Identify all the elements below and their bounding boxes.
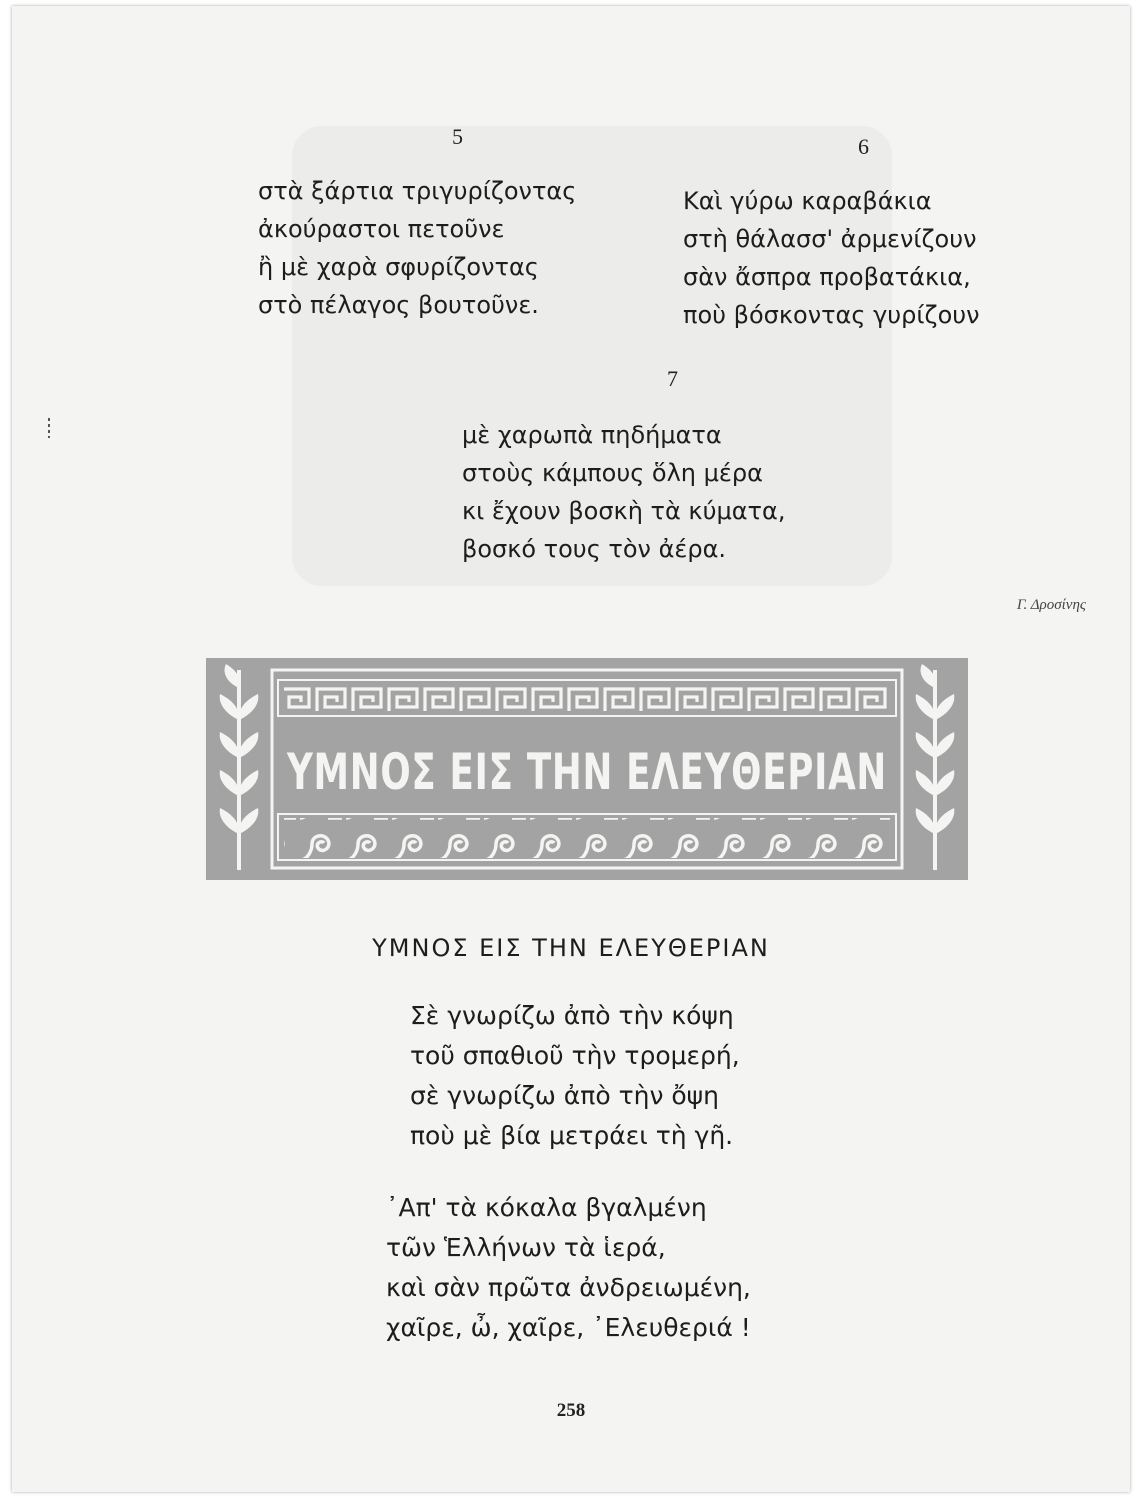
stanza-number: 7 <box>667 366 678 391</box>
hymn-title: ΥΜΝΟΣ ΕΙΣ ΤΗΝ ΕΛΕΥΘΕΡΙΑΝ <box>372 934 770 962</box>
verse-line: κι ἔχουν βοσκὴ τὰ κύματα, <box>462 497 786 525</box>
verse-line: στὰ ξάρτια τριγυρίζοντας <box>258 177 577 205</box>
verse-line: στοὺς κάμπους ὅλη μέρα <box>462 459 763 487</box>
verse-line: ποὺ βόσκοντας γυρίζουν <box>683 301 980 329</box>
verse-line: ἀκούραστοι πετοῦνε <box>258 215 505 243</box>
verse-line: σὰν ἄσπρα προβατάκια, <box>683 263 971 291</box>
stanza <box>462 416 785 568</box>
hymn-stanza <box>410 996 740 1156</box>
verse-line: Σὲ γνωρίζω ἀπὸ τὴν κόψη <box>410 1001 734 1030</box>
verse-line: Καὶ γύρω καραβάκια <box>683 187 932 215</box>
verse-line: τῶν Ἑλλήνων τὰ ἱερά, <box>386 1233 666 1262</box>
banner-title: ΥΜΝΟΣ ΕΙΣ ΤΗΝ ΕΛΕΥΘΕΡΙΑΝ <box>286 743 887 801</box>
verse-line: χαῖρε, ὦ, χαῖρε, ᾿Ελευθεριά ! <box>386 1313 751 1342</box>
verse-line: μὲ χαρωπὰ πηδήματα <box>462 421 722 449</box>
verse-line: ἢ μὲ χαρὰ σφυρίζοντας <box>258 253 539 281</box>
page-number: 258 <box>556 1400 586 1421</box>
stanza <box>258 172 576 324</box>
verse-line: ᾿Απ' τὰ κόκαλα βγαλμένη <box>386 1193 707 1222</box>
decorative-title-banner <box>206 658 968 880</box>
verse-line: σὲ γνωρίζω ἀπὸ τὴν ὄψη <box>410 1081 720 1110</box>
stanza-number: 5 <box>452 124 463 149</box>
stanza <box>683 182 980 334</box>
verse-line: στὸ πέλαγος βουτοῦνε. <box>258 291 539 319</box>
verse-line: στὴ θάλασσ' ἀρμενίζουν <box>683 225 977 253</box>
verse-line: ποὺ μὲ βία μετράει τὴ γῆ. <box>410 1121 734 1150</box>
banner-frame <box>206 658 968 880</box>
author-signature: Γ. Δροσίνης <box>1016 597 1086 613</box>
verse-line: τοῦ σπαθιοῦ τὴν τρομερή, <box>410 1041 740 1070</box>
verse-line: βοσκό τους τὸν ἀέρα. <box>462 535 727 563</box>
hymn-stanza <box>386 1188 751 1348</box>
verse-line: καὶ σὰν πρῶτα ἀνδρειωμένη, <box>386 1273 751 1302</box>
margin-mark <box>48 418 50 438</box>
stanza-number: 6 <box>858 134 869 159</box>
